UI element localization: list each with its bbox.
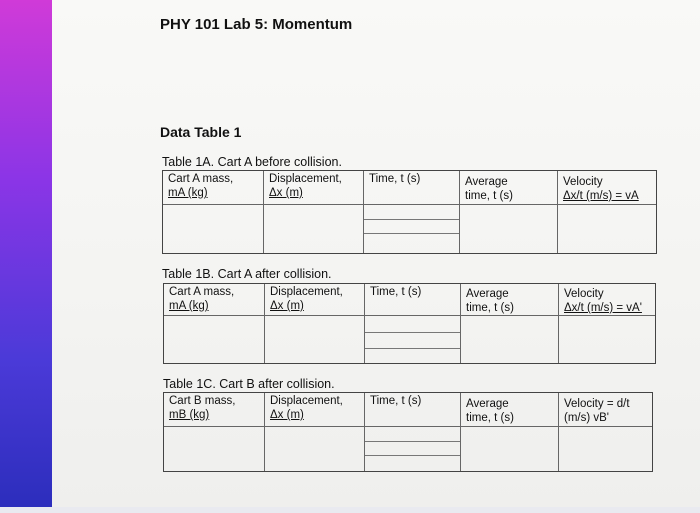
table-1a-caption: Table 1A. Cart A before collision. [162, 155, 342, 169]
cell-mass-value[interactable] [164, 316, 265, 363]
header-displacement: Displacement, Δx (m) [265, 393, 365, 427]
header-cart-mass: Cart A mass, mA (kg) [164, 284, 265, 316]
table-1a [162, 170, 657, 254]
cell-displacement-value[interactable] [265, 316, 365, 363]
header-cart-mass: Cart A mass, mA (kg) [163, 171, 264, 205]
cell-velocity-value[interactable] [559, 316, 655, 363]
table-1b [163, 283, 656, 364]
cell-mass-value[interactable] [164, 427, 265, 471]
cell-average-time-value[interactable] [461, 427, 559, 471]
table-1b-caption: Table 1B. Cart A after collision. [162, 267, 332, 281]
cell-mass-value[interactable] [163, 205, 264, 253]
cell-displacement-value[interactable] [264, 205, 364, 253]
header-displacement: Displacement, Δx (m) [265, 284, 365, 316]
cell-velocity-value[interactable] [559, 427, 652, 471]
background-bottom [0, 507, 700, 513]
header-time: Time, t (s) [364, 171, 460, 205]
header-cart-mass: Cart B mass, mB (kg) [164, 393, 265, 427]
cell-time-values[interactable] [365, 427, 461, 471]
section-title: Data Table 1 [160, 124, 242, 140]
cell-average-time-value[interactable] [460, 205, 558, 253]
header-average-time: Average time, t (s) [461, 284, 559, 316]
cell-time-values[interactable] [365, 316, 461, 363]
table-1c-caption: Table 1C. Cart B after collision. [163, 377, 335, 391]
document-title: PHY 101 Lab 5: Momentum [160, 16, 353, 33]
header-velocity: Velocity Δx/t (m/s) = vA' [559, 284, 655, 316]
cell-velocity-value[interactable] [558, 205, 656, 253]
header-displacement: Displacement, Δx (m) [264, 171, 364, 205]
header-time: Time, t (s) [365, 393, 461, 427]
header-velocity: Velocity = d/t (m/s) vB' [559, 393, 652, 427]
cell-time-values[interactable] [364, 205, 460, 253]
header-velocity: Velocity Δx/t (m/s) = vA [558, 171, 656, 205]
background-wallpaper [0, 0, 52, 513]
cell-displacement-value[interactable] [265, 427, 365, 471]
header-average-time: Average time, t (s) [461, 393, 559, 427]
header-time: Time, t (s) [365, 284, 461, 316]
table-1c [163, 392, 653, 472]
header-average-time: Average time, t (s) [460, 171, 558, 205]
cell-average-time-value[interactable] [461, 316, 559, 363]
